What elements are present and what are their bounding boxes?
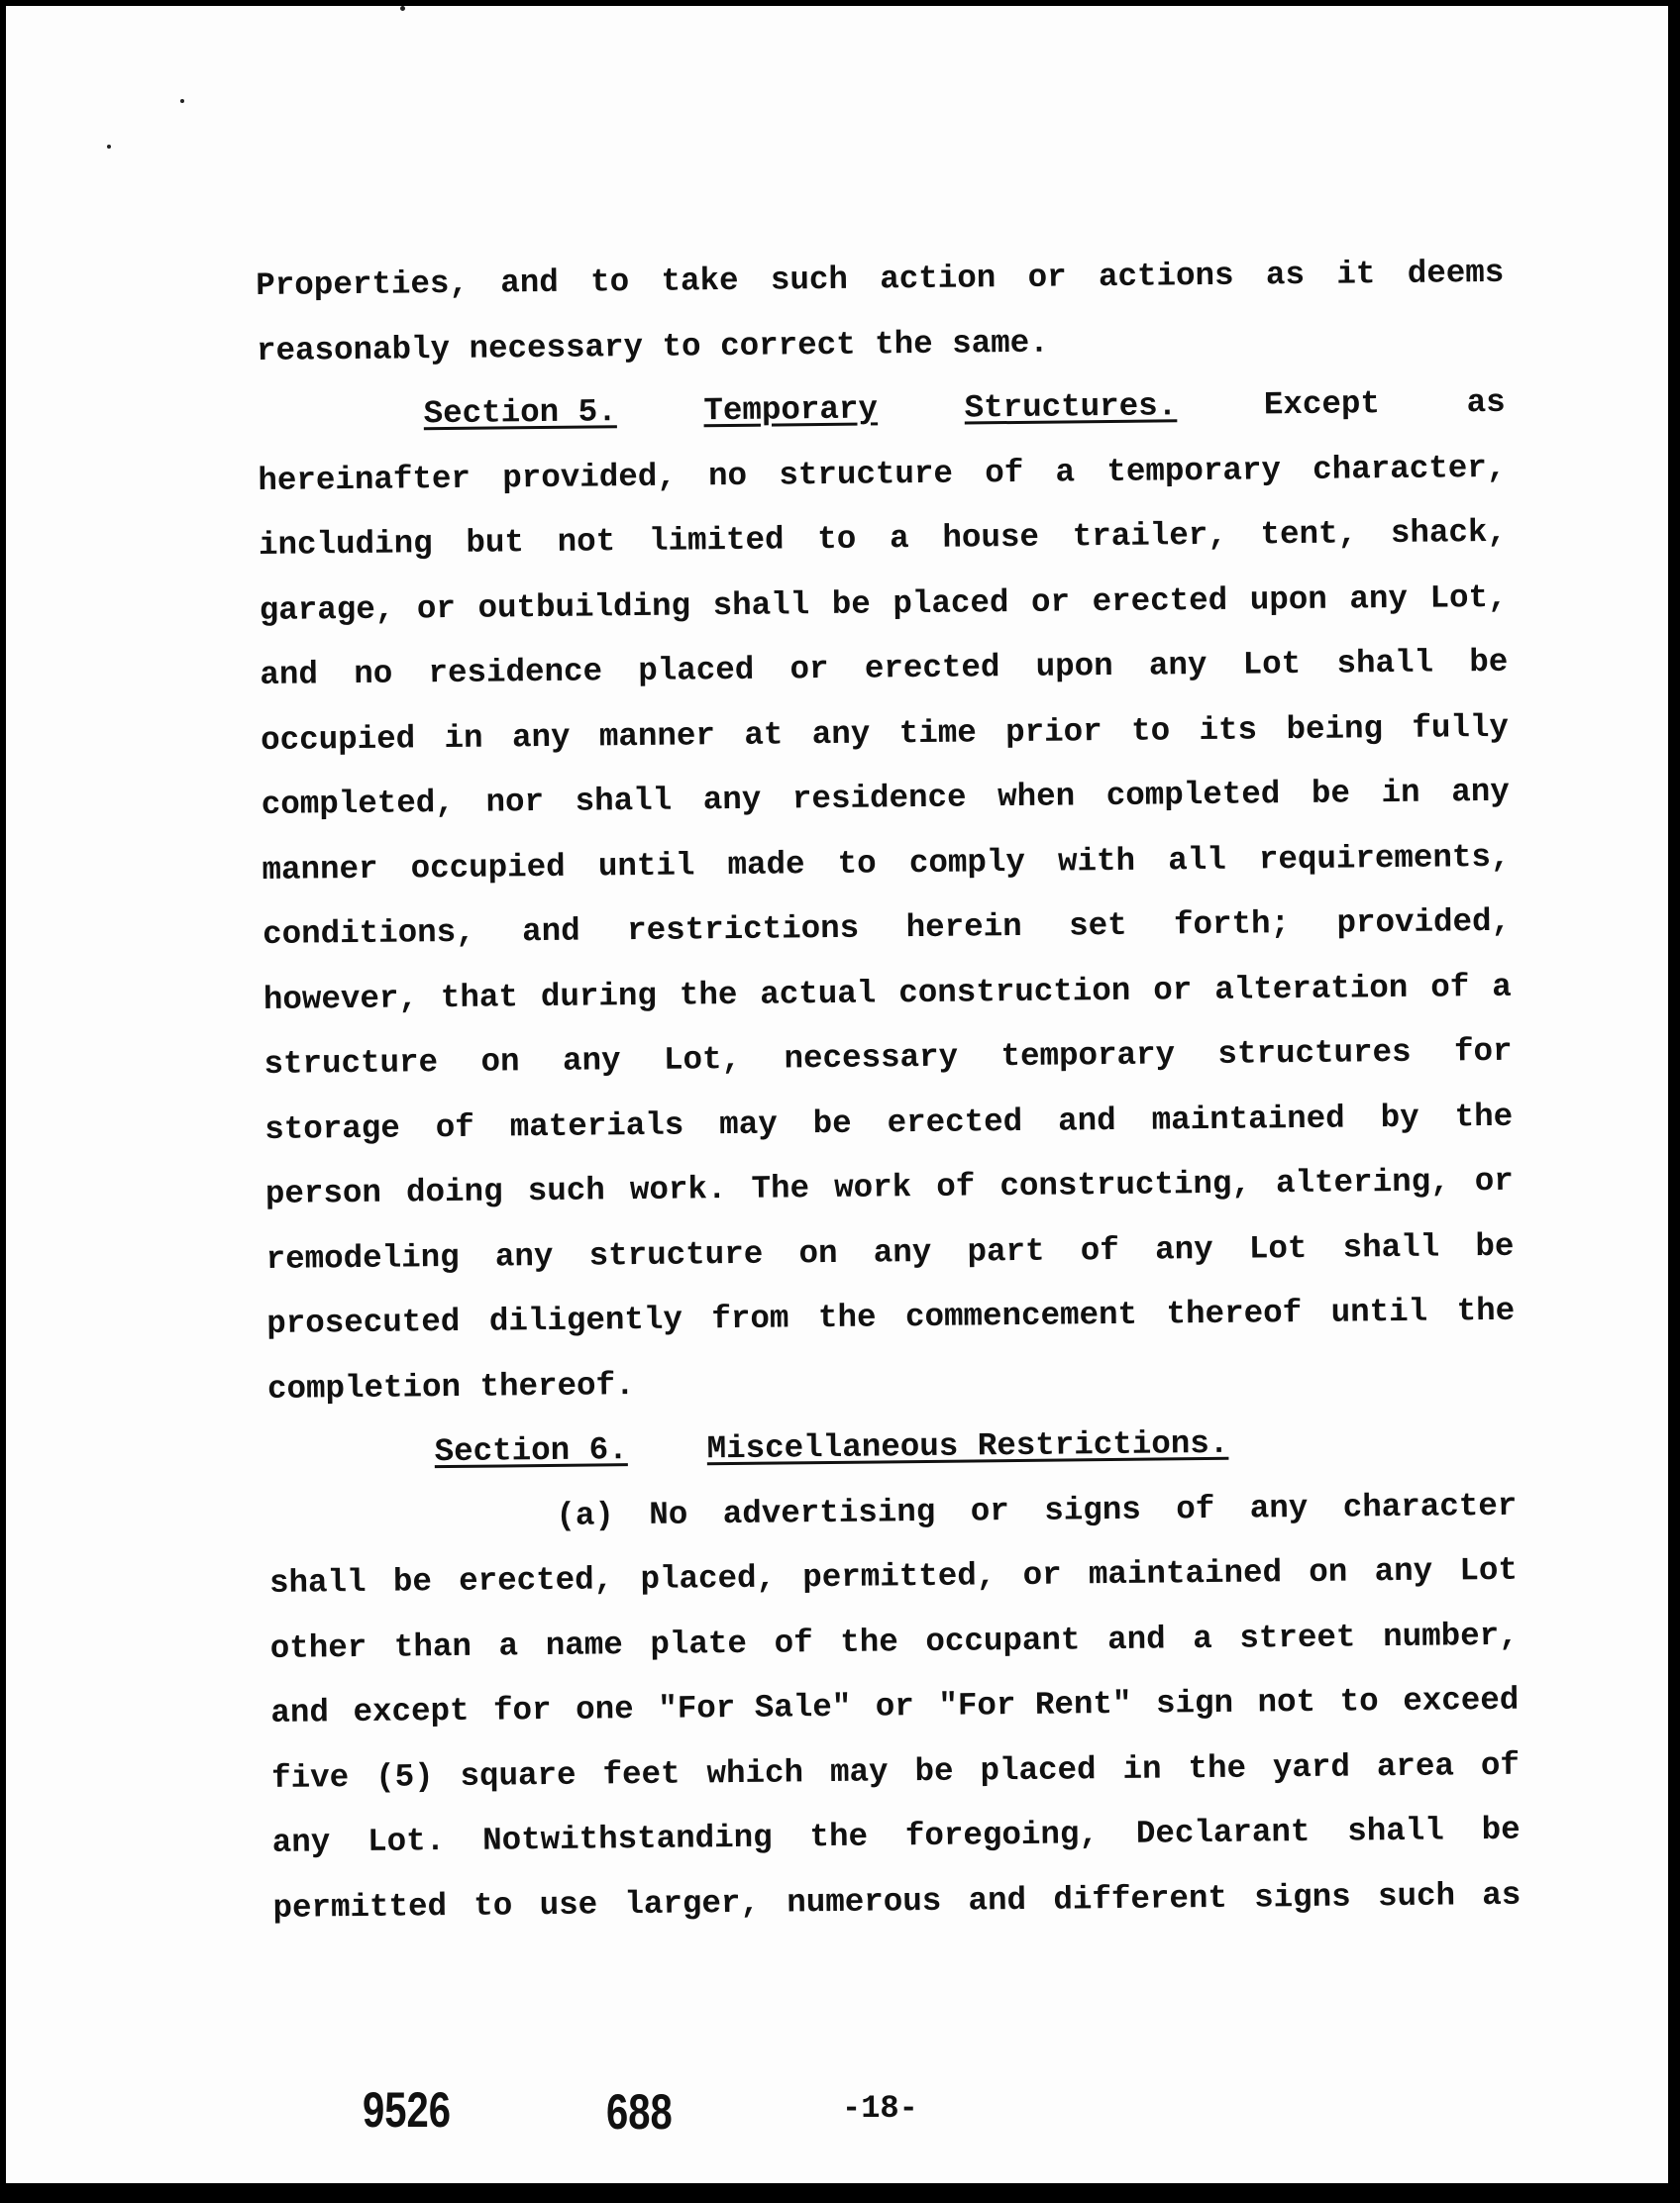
word: or (1022, 1556, 1062, 1594)
word: to (662, 327, 701, 366)
word: Section 6. (434, 1431, 628, 1471)
word: temporary (1000, 1036, 1176, 1076)
word: numerous (787, 1882, 942, 1921)
word: remodeling (265, 1238, 460, 1278)
word: the (679, 976, 738, 1014)
word: by (1380, 1099, 1419, 1136)
text-line-6 (259, 565, 1508, 643)
word: no (354, 655, 393, 692)
scan-speck (107, 145, 111, 149)
word: time (898, 713, 977, 752)
word: in (1381, 774, 1420, 812)
word: and (500, 263, 559, 302)
text-line-10 (262, 824, 1511, 902)
word: reasonably (256, 330, 451, 369)
word: shack, (1390, 513, 1508, 553)
word: erected (887, 1102, 1023, 1141)
word: outbuilding (477, 586, 691, 627)
word: any (873, 1233, 932, 1272)
word: Declarant (1135, 1813, 1311, 1852)
word: manner (598, 716, 716, 755)
word: permitted, (802, 1557, 997, 1597)
word: structure (588, 1235, 764, 1275)
word: prior (1005, 712, 1102, 751)
word: Properties, (256, 264, 470, 304)
word: residence (428, 653, 603, 692)
word: to (1130, 711, 1171, 750)
stamp-number: 688 (606, 2084, 673, 2140)
word: the (809, 1818, 869, 1856)
word: hereinafter (258, 460, 472, 499)
word: area (1376, 1746, 1455, 1785)
word: being (1286, 709, 1384, 748)
word: and (270, 1694, 330, 1731)
text-line-15 (265, 1149, 1515, 1227)
word: a (1055, 453, 1076, 491)
word: five (270, 1758, 350, 1797)
word: it (1336, 256, 1376, 293)
word: Lot (1248, 1229, 1308, 1268)
word: any (562, 1042, 621, 1080)
word: larger, (624, 1884, 761, 1923)
word: to (837, 844, 877, 883)
word: (5) (374, 1757, 434, 1796)
word: conditions, (262, 913, 475, 953)
word: shall (1347, 1812, 1444, 1850)
word: signs (1253, 1878, 1351, 1917)
word: actions (1098, 257, 1234, 296)
word: with (1057, 842, 1136, 881)
word: comply (908, 843, 1026, 882)
word: deems (1407, 254, 1505, 292)
word: including (258, 525, 433, 564)
word: person (264, 1174, 382, 1212)
word: signs (1044, 1491, 1142, 1529)
document-page (6, 6, 1668, 2183)
word: prosecuted (266, 1303, 461, 1342)
word: and (1106, 1620, 1166, 1658)
word: of (1480, 1746, 1521, 1784)
word: its (1199, 710, 1258, 749)
word: Structures. (964, 387, 1178, 427)
word: any (1451, 773, 1510, 811)
word: except (353, 1692, 470, 1731)
word: or (416, 589, 457, 627)
word: for (492, 1691, 552, 1730)
word: structure (263, 1044, 439, 1083)
word: any (1374, 1552, 1433, 1591)
word: at (744, 715, 784, 754)
word: same. (951, 324, 1049, 363)
word: to (1339, 1683, 1379, 1721)
word: be (392, 1563, 433, 1601)
word: doing (405, 1173, 503, 1211)
word: trailer, (1072, 516, 1227, 556)
word: or (1474, 1162, 1514, 1201)
word: completed (1105, 776, 1281, 815)
word: or (789, 650, 829, 688)
word: on (480, 1043, 520, 1081)
word: forth; (1173, 905, 1291, 944)
word: made (727, 845, 805, 884)
word: placed (980, 1750, 1097, 1789)
word: upon (1035, 647, 1113, 685)
word: construction (898, 972, 1131, 1011)
scan-speck (400, 6, 405, 11)
word: to (589, 263, 630, 301)
text-line-26 (272, 1862, 1522, 1941)
word: any (702, 781, 762, 819)
word: no (707, 457, 748, 494)
word: may (719, 1105, 778, 1143)
word: or (1030, 582, 1071, 621)
word: such (527, 1172, 605, 1210)
word: or (875, 1688, 915, 1726)
word: placed, (640, 1559, 777, 1599)
word: storage (264, 1109, 400, 1148)
word: all (1168, 841, 1226, 879)
text-line-24 (271, 1732, 1521, 1811)
word: not (557, 523, 616, 561)
word: of (435, 1108, 474, 1146)
word: yard (1272, 1748, 1351, 1786)
word: thereof. (479, 1366, 635, 1406)
word: when (997, 778, 1076, 816)
word: house (942, 518, 1040, 557)
word: shall (268, 1563, 367, 1602)
word: of (1080, 1231, 1120, 1269)
word: manner (262, 850, 378, 889)
word: sign (1155, 1684, 1234, 1723)
word: character (1342, 1487, 1518, 1526)
word: a (1492, 968, 1512, 1005)
word: occupied (260, 719, 416, 759)
word: be (812, 1104, 852, 1142)
word: completion (266, 1368, 462, 1408)
word: erected, (458, 1561, 614, 1600)
word: any (811, 715, 871, 753)
word: as (1482, 1876, 1522, 1914)
word: or (970, 1492, 1010, 1530)
scan-speck (180, 99, 184, 103)
word: permitted (272, 1887, 448, 1927)
word: during (540, 977, 658, 1015)
word: shall (575, 782, 673, 820)
word: a (1193, 1620, 1212, 1657)
word: exceed (1403, 1681, 1520, 1720)
word: of (936, 1168, 976, 1206)
word: number, (1382, 1617, 1519, 1655)
word: the (1456, 1292, 1516, 1330)
word: maintained (1151, 1100, 1345, 1139)
word: character, (1312, 449, 1507, 488)
word: materials (509, 1106, 684, 1145)
word: alteration (1214, 969, 1409, 1008)
word: the (817, 1299, 877, 1337)
word: work. (629, 1171, 727, 1209)
word: and (1057, 1102, 1116, 1140)
word: Miscellaneous Restrictions. (706, 1424, 1229, 1468)
document-number: 9526 (363, 2082, 451, 2138)
word: be (1481, 1811, 1521, 1849)
word: feet (602, 1755, 681, 1793)
word: commencement (904, 1296, 1138, 1336)
word: of (774, 1624, 813, 1662)
word: placed (638, 651, 755, 689)
word: completed, (261, 784, 456, 823)
word: may (829, 1752, 889, 1791)
word: action (880, 260, 997, 298)
word: for (1453, 1032, 1513, 1071)
word: square (460, 1756, 577, 1795)
word: tent, (1260, 515, 1358, 554)
word: be (914, 1752, 954, 1790)
word: in (444, 719, 483, 757)
word: the (1454, 1098, 1514, 1135)
word: the (840, 1623, 898, 1661)
word: structure (779, 455, 954, 493)
word: be (831, 585, 872, 623)
word: to (817, 520, 857, 559)
word: upon (1249, 580, 1328, 619)
word: part (967, 1232, 1045, 1271)
word: Lot (1242, 645, 1302, 683)
word: work (833, 1169, 912, 1206)
word: actual (760, 974, 877, 1013)
word: or (1153, 971, 1193, 1009)
word: different (1053, 1879, 1228, 1919)
word: than (393, 1627, 472, 1666)
word: any (1349, 579, 1409, 617)
word: limited (648, 521, 785, 560)
word: any (271, 1824, 331, 1861)
word: Temporary (703, 390, 879, 430)
word: but (466, 524, 525, 562)
word: and (521, 912, 580, 951)
word: correct (719, 326, 856, 365)
word: diligently (488, 1301, 683, 1340)
word: take (661, 262, 739, 300)
word: necessary (469, 328, 644, 367)
word: the (1188, 1749, 1247, 1787)
word: such (770, 261, 849, 299)
word: shall (1336, 644, 1434, 682)
word: however, (262, 979, 419, 1018)
word: to (473, 1886, 513, 1925)
word: and (260, 656, 319, 693)
word: structures (1217, 1033, 1412, 1073)
word: one (575, 1691, 634, 1729)
word: Lot, (663, 1040, 742, 1079)
word: The (751, 1170, 810, 1207)
word: other (269, 1628, 368, 1667)
word: a (889, 520, 909, 558)
word: set (1068, 906, 1127, 945)
word: erected (1092, 581, 1228, 620)
word: name (545, 1626, 623, 1664)
word: use (539, 1885, 598, 1924)
word: until (1330, 1293, 1428, 1331)
word: as (1265, 256, 1306, 294)
word: altering, (1275, 1163, 1450, 1203)
word: necessary (784, 1038, 959, 1078)
word: be (1469, 643, 1509, 682)
word: the (874, 325, 933, 363)
word: a (498, 1626, 519, 1665)
word: or (1027, 259, 1067, 296)
word: foregoing, (904, 1816, 1100, 1855)
word: placed (892, 583, 1009, 622)
word: of (985, 454, 1024, 491)
word: not (1257, 1683, 1316, 1722)
word: Section 5. (423, 393, 617, 433)
word: nor (485, 783, 545, 821)
word: as (1466, 383, 1506, 422)
word: which (706, 1753, 804, 1792)
word: any (1148, 646, 1208, 684)
word: requirements, (1258, 838, 1511, 878)
word: of (1430, 968, 1470, 1006)
word: shall (1342, 1228, 1440, 1267)
word: Except (1263, 385, 1381, 424)
word: "For Sale" (658, 1688, 852, 1728)
word: plate (650, 1625, 748, 1663)
word: any (1154, 1230, 1213, 1269)
word: occupant (925, 1621, 1081, 1660)
word: be (1311, 775, 1351, 812)
word: herein (905, 907, 1022, 947)
word: restrictions (626, 909, 860, 950)
word: in (1122, 1750, 1162, 1788)
word: (a) (556, 1496, 615, 1534)
word: occupied (410, 848, 566, 887)
word: Lot. (368, 1823, 446, 1860)
word: fully (1412, 708, 1510, 747)
word: on (798, 1234, 838, 1272)
word: be (1475, 1227, 1515, 1265)
word: garage, (259, 590, 395, 629)
word: provided, (1336, 902, 1512, 942)
word: residence (791, 779, 967, 818)
page-number: -18- (842, 2090, 918, 2127)
word: any (1249, 1489, 1309, 1527)
word: such (1377, 1876, 1456, 1915)
word: any (494, 1237, 554, 1276)
word: Lot (1459, 1551, 1519, 1590)
word: Notwithstanding (481, 1819, 773, 1859)
text-line-22 (269, 1603, 1519, 1681)
word: on (1309, 1553, 1348, 1591)
word: until (597, 846, 695, 885)
word: and (968, 1881, 1027, 1920)
word: erected (864, 649, 1000, 687)
document-body (256, 241, 1522, 1941)
word: of (1176, 1490, 1215, 1527)
word: from (711, 1300, 789, 1338)
word: No (649, 1496, 688, 1533)
word: provided, (502, 458, 677, 496)
word: "For Rent" (938, 1685, 1132, 1725)
word: any (511, 718, 571, 756)
word: street (1239, 1618, 1356, 1657)
word: shall (712, 585, 810, 624)
word: constructing, (999, 1165, 1252, 1206)
word: advertising (722, 1493, 936, 1532)
word: maintained (1088, 1554, 1283, 1594)
word: Lot, (1429, 578, 1508, 617)
word: thereof (1166, 1295, 1303, 1333)
word: that (440, 978, 519, 1016)
word: temporary (1106, 451, 1282, 490)
